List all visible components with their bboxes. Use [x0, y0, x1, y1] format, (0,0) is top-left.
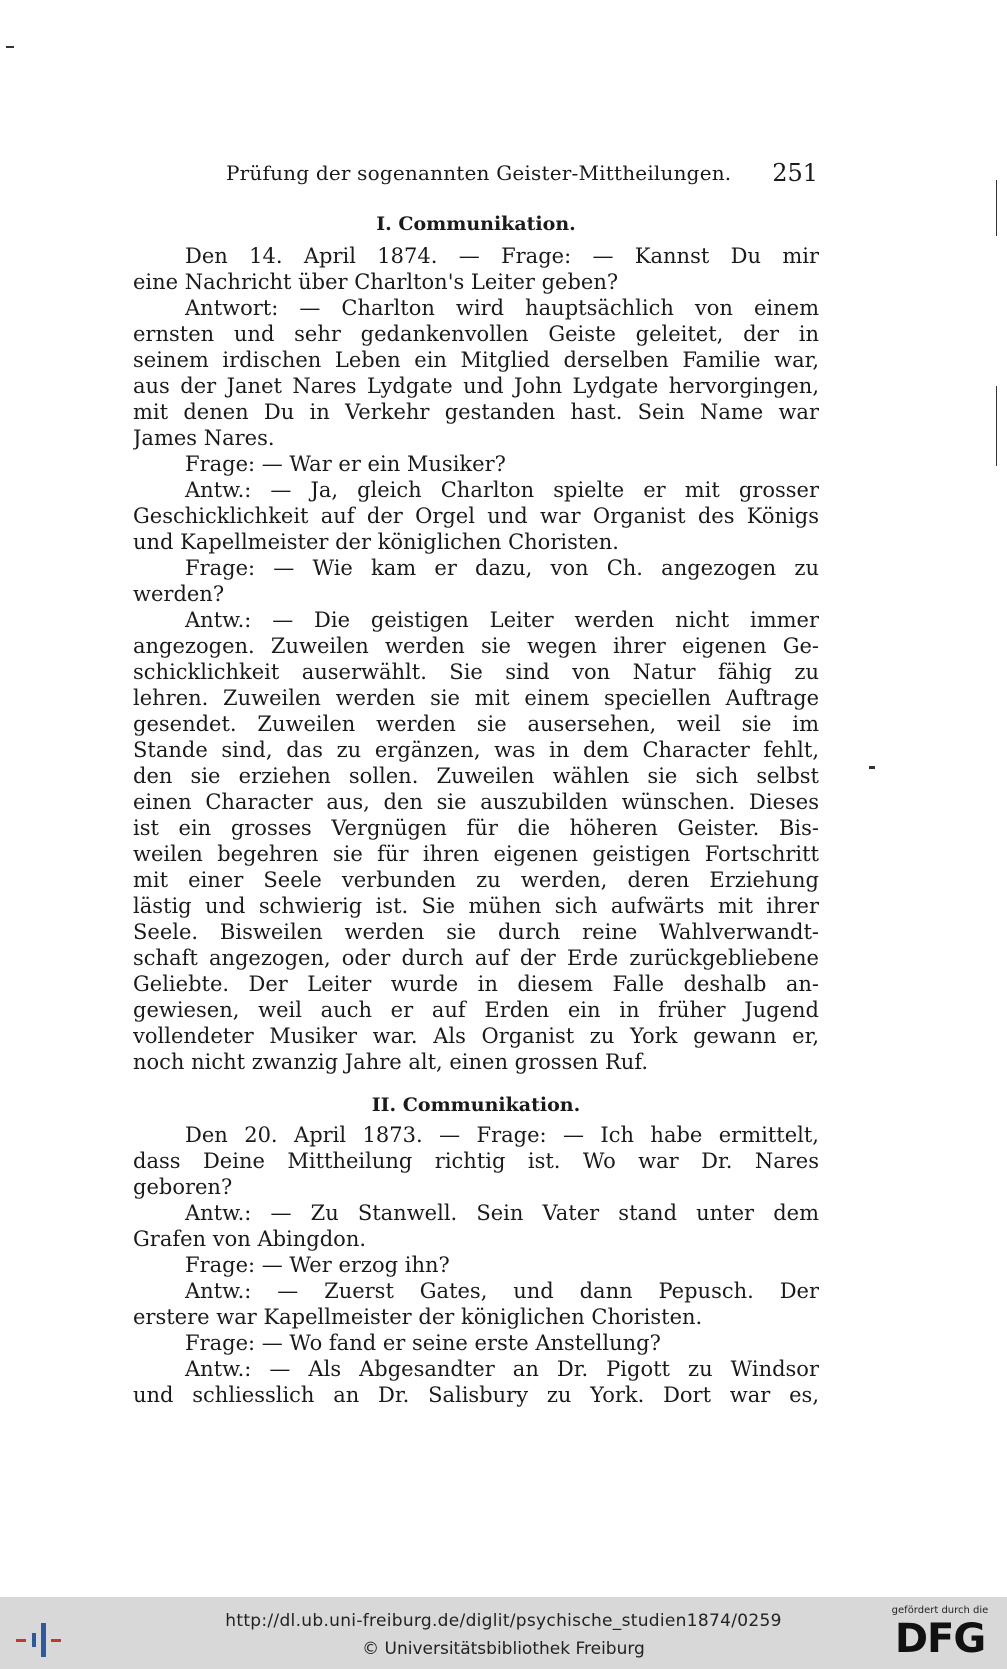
text-line: schaft angezogen, oder durch auf der Erde zurückgebliebene: [133, 946, 819, 970]
text-line: Stande sind, das zu ergänzen, was in dem Character fehlt,: [133, 738, 819, 762]
text-line: Antw.: — Die geistigen Leiter werden nicht immer: [185, 608, 819, 632]
text-line: mit denen Du in Verkehr gestanden hast. Sein Name war: [133, 400, 819, 424]
text-line: Den 14. April 1874. — Frage: — Kannst Du mir: [185, 244, 819, 268]
section-heading-2: II. Communikation.: [371, 1094, 581, 1116]
text-line: und schliesslich an Dr. Salisbury zu York. Dort war es,: [133, 1383, 819, 1407]
text-line: schicklichkeit auserwählt. Sie sind von Natur fähig zu: [133, 660, 819, 684]
scan-mark: [996, 180, 997, 236]
text-line: noch nicht zwanzig Jahre alt, einen grossen Ruf.: [133, 1050, 649, 1074]
text-line: Antwort: — Charlton wird hauptsächlich von einem: [185, 296, 819, 320]
text-line: mit einer Seele verbunden zu werden, deren Erziehung: [133, 868, 819, 892]
text-line: aus der Janet Nares Lydgate und John Lydgate hervorgingen,: [133, 374, 819, 398]
text-line: erstere war Kapellmeister der königlichen Choristen.: [133, 1305, 703, 1329]
text-line: Antw.: — Zu Stanwell. Sein Vater stand unter dem: [185, 1201, 819, 1225]
running-head-title: Prüfung der sogenannten Geister-Mittheilungen.: [226, 161, 732, 185]
text-line: Frage: — War er ein Musiker?: [185, 452, 506, 476]
page-number: 251: [772, 159, 818, 187]
text-line: Geliebte. Der Leiter wurde in diesem Falle deshalb an-: [133, 972, 819, 996]
text-line: Grafen von Abingdon.: [133, 1227, 367, 1251]
text-line: und Kapellmeister der königlichen Choristen.: [133, 530, 619, 554]
running-head: [226, 156, 818, 190]
section-2-body: [133, 1122, 819, 1408]
scan-mark: [996, 386, 997, 466]
text-line: lästig und schwierig ist. Sie mühen sich aufwärts mit ihrer: [133, 894, 819, 918]
scan-mark: [869, 766, 875, 769]
text-line: eine Nachricht über Charlton's Leiter geben?: [133, 270, 619, 294]
text-line: Geschicklichkeit auf der Orgel und war Organist des Königs: [133, 504, 819, 528]
text-line: James Nares.: [133, 426, 275, 450]
text-line: dass Deine Mittheilung richtig ist. Wo war Dr. Nares: [133, 1149, 819, 1173]
copyright-text: © Universitätsbibliothek Freiburg: [362, 1639, 645, 1659]
funding-caption: gefördert durch die: [891, 1605, 989, 1616]
scan-mark: [6, 46, 14, 48]
text-line: gesendet. Zuweilen werden sie ausersehen, weil sie im: [133, 712, 819, 736]
dfg-wordmark: DFG: [894, 1616, 986, 1662]
text-line: geboren?: [133, 1175, 233, 1199]
text-line: Antw.: — Zuerst Gates, und dann Pepusch. Der: [185, 1279, 819, 1303]
footer-bar: [0, 1597, 1007, 1669]
text-line: angezogen. Zuweilen werden sie wegen ihrer eigenen Ge-: [133, 634, 819, 658]
section-heading-1: I. Communikation.: [376, 213, 576, 235]
text-line: lehren. Zuweilen werden sie mit einem speciellen Auftrage: [133, 686, 819, 710]
text-line: werden?: [133, 582, 225, 606]
text-line: seinem irdischen Leben ein Mitglied derselben Familie war,: [133, 348, 819, 372]
text-line: Antw.: — Ja, gleich Charlton spielte er mit grosser: [185, 478, 819, 502]
text-line: einen Character aus, den sie auszubilden wünschen. Dieses: [133, 790, 819, 814]
text-line: den sie erziehen sollen. Zuweilen wählen sie sich selbst: [133, 764, 819, 788]
text-line: gewiesen, weil auch er auf Erden ein in früher Jugend: [133, 998, 819, 1022]
text-line: vollendeter Musiker war. Als Organist zu York gewann er,: [133, 1024, 819, 1048]
section-1-body: [133, 243, 819, 1075]
text-line: weilen begehren sie für ihren eigenen geistigen Fortschritt: [133, 842, 819, 866]
text-line: Antw.: — Als Abgesandter an Dr. Pigott zu Windsor: [185, 1357, 819, 1381]
text-line: Den 20. April 1873. — Frage: — Ich habe ermittelt,: [185, 1123, 819, 1147]
text-line: Frage: — Wer erzog ihn?: [185, 1253, 450, 1277]
dfg-logo: [885, 1605, 995, 1663]
text-line: Seele. Bisweilen werden sie durch reine Wahlverwandt-: [133, 920, 819, 944]
permalink-url[interactable]: http://dl.ub.uni-freiburg.de/diglit/psychische_studien1874/0259: [225, 1611, 782, 1631]
text-line: Frage: — Wo fand er seine erste Anstellung?: [185, 1331, 661, 1355]
text-line: ernsten und sehr gedankenvollen Geiste geleitet, der in: [133, 322, 819, 346]
text-line: Frage: — Wie kam er dazu, von Ch. angezogen zu: [185, 556, 819, 580]
text-line: ist ein grosses Vergnügen für die höheren Geister. Bis-: [133, 816, 819, 840]
